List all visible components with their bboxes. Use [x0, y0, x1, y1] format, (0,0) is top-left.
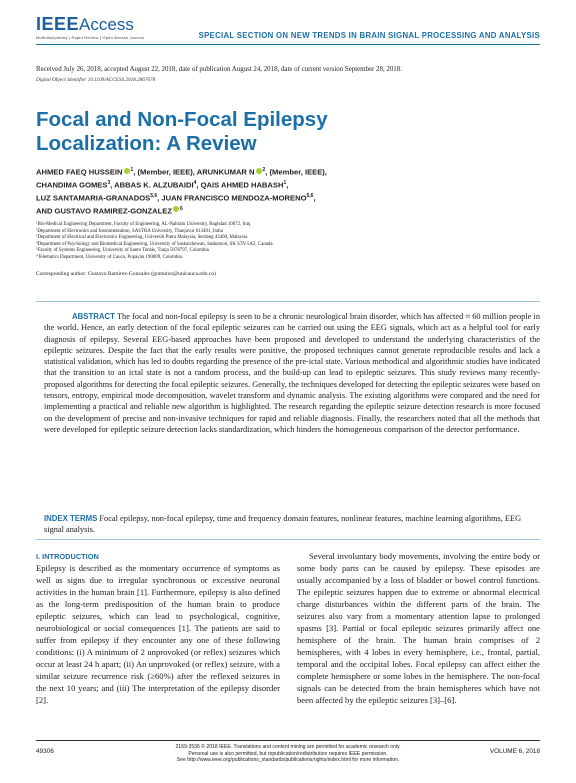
affiliation-item: ⁶Telematics Department, University of Cauca, Popayán 190009, Colombia — [36, 254, 182, 260]
corresponding-author: Corresponding author: Gustavo Ramirez-Gonzalez (gramirez@unicauca.edu.co) — [36, 271, 217, 277]
author-name: AHMED FAEQ HUSSEIN — [36, 167, 123, 177]
index-terms-text: Focal epilepsy, non-focal epilepsy, time and frequency domain features, nonlinear features, machine learning algorithms, EEG signal analysis. — [44, 514, 522, 535]
author-separator: , — [286, 180, 289, 190]
affiliation-list — [36, 222, 516, 261]
copyright-line: Personal use is also permitted, but republication/redistribution requires IEEE permission. — [188, 750, 388, 757]
affiliation-item: ⁵Faculty of Systems Engineering, University of Santo Tomás, Tunja 5878797, Colombia — [36, 248, 209, 253]
volume-label: VOLUME 6, 2018 — [489, 748, 540, 755]
abstract-bottom-divider — [36, 539, 540, 540]
author-name: , JUAN FRANCISCO MENDOZA-MORENO — [157, 193, 307, 203]
orcid-icon[interactable] — [124, 168, 130, 174]
copyright-notice — [120, 744, 456, 764]
affiliation-item: ³Department of Electrical and Electronics Engineering, Universiti Putra Malaysia, Serdang 43400, Malaysia — [36, 235, 248, 240]
section-label: SPECIAL SECTION ON NEW TRENDS IN BRAIN SIGNAL PROCESSING AND ANALYSIS — [198, 31, 540, 40]
author-affil-sup: 3 — [107, 179, 111, 186]
body-column-left — [36, 562, 280, 706]
author-line — [36, 165, 496, 178]
doi-line: Digital Object Identifier 10.1109/ACCESS.2018.2867078 — [36, 77, 156, 83]
author-affil-sup: 1 — [283, 179, 287, 186]
footer-divider — [36, 740, 540, 741]
body-column-right — [297, 550, 540, 706]
abstract-label: ABSTRACT — [72, 312, 115, 321]
author-affil-sup: 5,6 — [150, 192, 158, 199]
author-affil-sup: 4 — [193, 179, 197, 186]
author-name: , QAIS AHMED HABASH — [196, 180, 284, 190]
abstract-block — [44, 311, 540, 435]
orcid-icon[interactable] — [256, 168, 262, 174]
copyright-link[interactable]: See http://www.ieee.org/publications_standards/publications/rights/index.html for more information. — [176, 757, 400, 764]
author-affil-sup: 1 — [130, 167, 134, 173]
author-role: , (Member, IEEE), — [265, 167, 327, 177]
copyright-line: 2169-3536 © 2018 IEEE. Translations and content mining are permitted for academic research only. — [175, 744, 401, 750]
body-paragraph: Several involuntary body movements, involving the entire body or some body parts can be caused by epilepsy. These episodes are usually accompanied by a loss of bladder or bowel control functions. The epileptic seizures happen due to extreme or abnormal electrical charge disturbances within the different parts of the brain. The seizures also vary from a momentary attention lapse to prolonged spasms [3]. Partial or focal epileptic seizures primarily affect one hemisphere of the brain. The human brain comprises of 2 hemispheres, with 4 lobes in every hemisphere, i.e., frontal, partial, temporal and the occipital lobes. Focal epilepsy can affect either the complete hemisphere or some lobes in the hemisphere. The non-focal signals can be detected from the brain hemispheres which have not been affected by the epileptic seizures [3]–[6]. — [297, 551, 540, 705]
author-affil-sup: 5,6 — [306, 192, 314, 199]
paper-title: Focal and Non-Focal Epilepsy Localization: A Review — [36, 108, 328, 155]
author-name: LUZ SANTAMARIA-GRANADOS — [36, 193, 151, 203]
author-line — [36, 204, 496, 217]
author-name: AND GUSTAVO RAMIREZ-GONZALEZ — [36, 206, 172, 216]
author-name: , ABBAS K. ALZUBAIDI — [110, 180, 194, 190]
author-line — [36, 178, 496, 191]
logo-access: Access — [79, 15, 134, 34]
author-line — [36, 191, 496, 204]
author-list — [36, 165, 496, 217]
header-divider — [36, 44, 540, 45]
author-separator: , — [313, 193, 316, 203]
index-terms-block — [44, 513, 540, 536]
author-name: , (Member, IEEE), ARUNKUMAR N — [133, 167, 255, 177]
abstract-text: The focal and non-focal epilepsy is seen to be a chronic neurological brain disorder, which has affected ≈ 60 million people in the world. Hence, an early detection of the focal epileptic seizures can be carried out using the EEG signals, which act as a helpful tool for early diagnosis of epilepsy. Several EEG-based approaches have been proposed and developed to understand the underlying characteristics of the epileptic seizures. Despite the fact that the early results were positive, the proposed techniques cannot generate reproducible results and lack a statistical validation, which has led to doubts regarding the presence of the pre-ictal state. Various methodical and algorithmic studies have indicated that the transition to an ictal state is not a random process, and the build-up can lead to epileptic seizures. This study reviews many recently-proposed algorithms for detecting the focal epileptic seizures. Generally, the techniques developed for detecting the epileptic seizures were based on tensors, entropy, empirical mode decomposition, wavelet transform and dynamic analysis. The existing algorithms were compared and the need for implementing a practical and reliable new algorithm is highlighted. The research regarding the epileptic seizure detection research is more focused on the development of precise and non-invasive techniques for rapid and reliable diagnosis. Finally, the researchers noted that all the methods that were developed for epileptic seizure detection lacks standardization, which hinders the homogeneous comparison of the detector performance. — [44, 312, 540, 434]
logo-ieee: IEEE — [36, 14, 80, 34]
author-affil-sup: 6 — [179, 205, 183, 212]
abstract-top-divider — [36, 301, 540, 302]
index-terms-label: INDEX TERMS — [44, 514, 98, 523]
section-heading: I. INTRODUCTION — [36, 552, 99, 561]
page-number: 49306 — [36, 748, 54, 755]
affiliation-item: ¹Bio-Medical Engineering Department, Faculty of Engineering, AL-Nahrain University, Baghdad 10072, Iraq — [36, 222, 251, 227]
orcid-icon[interactable] — [173, 206, 179, 212]
received-dates: Received July 26, 2018, accepted August 22, 2018, date of publication August 24, 2018, date of current version September 28, 2018. — [36, 66, 402, 73]
author-affil-sup: 2 — [262, 167, 266, 173]
author-name: CHANDIMA GOMES — [36, 180, 108, 190]
body-paragraph: Epilepsy is described as the momentary occurrence of symptoms as well as signs due to irregular synchronous or excessive neuronal activities in the human brain [1]. Furthermore, epilepsy is also defined as the long-term predisposition of the human brain to produce epileptic seizures, which can lead to psychological, cognitive, neurobiological or social consequences [1]. The patients are said to suffer from epilepsy if they encounter any one of these following conditions: (i) A minimum of 2 unprovoked (or reflex) seizures which occur at least 24 h apart; (ii) An unprovoked (or reflex) seizure, with a similar seizure recurrence risk (≥60%) after the reflexed seizures in the next 10 years; and (iii) The interpretation of the epilepsy disorder [2]. — [36, 563, 280, 705]
affiliation-item: ⁴Department of Psychology and Biomedical Engineering, University of Saskatchewan, Saskatoon, SK S7N 5A2, Canada — [36, 241, 273, 247]
logo-tagline: Multidisciplinary | Rapid Review | Open Access Journal — [36, 35, 145, 40]
affiliation-item: ²Department of Electronics and Instrumentation, SASTRA University, Thanjavur 613401, India — [36, 228, 223, 234]
